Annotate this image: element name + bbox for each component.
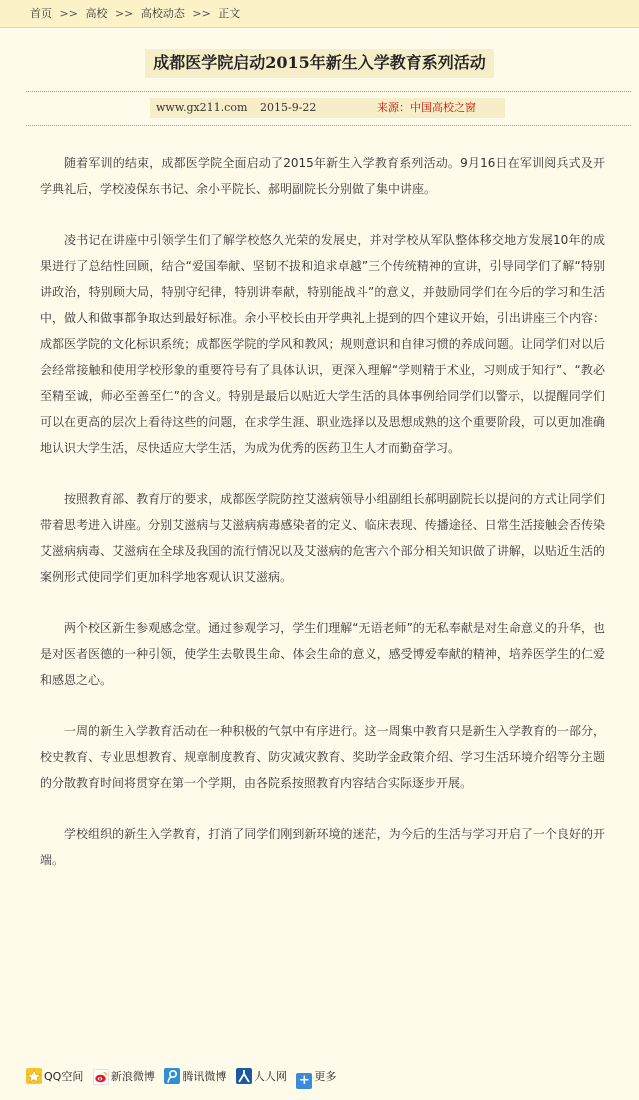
breadcrumb-current: 正文	[218, 7, 241, 20]
publish-date: 2015-9-22	[260, 101, 317, 114]
article-paragraph: 一周的新生入学教育活动在一种积极的气氛中有序进行。这一周集中教育只是新生入学教育的一部分，校史教育、专业思想教育、规章制度教育、防灾减灾教育、奖助学金政策介绍、学习生活环境介绍等分主题的分散教育时间将贯穿在第一个学期，由各院系按照教育内容结合实际逐步开展。	[40, 724, 605, 790]
share-qzone-button[interactable]	[26, 1067, 83, 1087]
breadcrumb	[0, 0, 639, 28]
divider	[26, 91, 631, 92]
share-bar	[26, 1067, 342, 1087]
article-paragraph: 两个校区新生参观感念堂。通过参观学习，学生们理解“无语老师”的无私奉献是对生命意义的升华，也是对医者医德的一种引领，使学生去敬畏生命、体会生命的意义，感受博爱奉献的精神，培养医学生的仁爱和感恩之心。	[40, 621, 605, 687]
share-more-button[interactable]	[296, 1067, 336, 1089]
article-meta	[150, 98, 505, 118]
share-renren-label: 人人网	[253, 1070, 287, 1083]
article-paragraph: 凌书记在讲座中引领学生们了解学校悠久光荣的发展史，并对学校从军队整体移交地方发展10年的成果进行了总结性回顾，结合“爱国奉献、坚韧不拔和追求卓越”三个传统精神的宣讲，引导同学们了解“特别讲政治，特别顾大局，特别守纪律，特别讲奉献，特别能战斗”的意义，并鼓励同学们在今后的学习和生活中，做人和做事都争取达到最好标准。余小平校长由开学典礼上提到的四个建议开始，引出讲座三个内容：成都医学院的文化标识系统；成都医学院的学风和教风；规则意识和自律习惯的养成问题。让同学们对以后会经常接触和使用学校形象的重要符号有了具体认识，更深入理解“学则精于术业，习则成于知行”、“教必至精至诚，师必至善至仁”的含义。特别是最后以贴近大学生活的具体事例给同学们以警示，以提醒同学们可以在更高的层次上看待这些的问题，在求学生涯、职业选择以及思想成熟的这个重要阶段，可以更加准确地认识大学生活，尽快适应大学生活，为成为优秀的医药卫生人才而勤奋学习。	[40, 233, 605, 455]
breadcrumb-separator: >>	[192, 7, 211, 20]
article-body	[40, 150, 605, 898]
share-weibo-button[interactable]	[93, 1067, 155, 1087]
share-renren-button[interactable]	[236, 1067, 287, 1087]
share-weibo-label: 新浪微博	[110, 1070, 155, 1083]
divider	[26, 125, 631, 126]
article-source: 来源：中国高校之窗	[377, 101, 476, 114]
article-paragraph: 学校组织的新生入学教育，打消了同学们刚到新环境的迷茫，为今后的生活与学习开启了一个良好的开端。	[40, 827, 605, 867]
breadcrumb-home-link[interactable]: 首页	[30, 7, 52, 20]
article-title: 成都医学院启动2015年新生入学教育系列活动	[145, 49, 494, 78]
site-url: www.gx211.com	[156, 101, 248, 114]
tencent-weibo-icon	[164, 1068, 180, 1084]
article-paragraph: 按照教育部、教育厅的要求，成都医学院防控艾滋病领导小组副组长郝明副院长以提问的方式让同学们带着思考进入讲座。分别艾滋病与艾滋病病毒感染者的定义、临床表现、传播途径、日常生活接触会否传染艾滋病病毒、艾滋病在全球及我国的流行情况以及艾滋病的危害六个部分相关知识做了讲解，以贴近生活的案例形式使同学们更加科学地客观认识艾滋病。	[40, 492, 605, 584]
breadcrumb-college-link[interactable]: 高校	[85, 7, 108, 20]
weibo-icon	[93, 1069, 109, 1085]
more-icon: +	[296, 1073, 312, 1089]
renren-icon	[236, 1068, 252, 1084]
breadcrumb-separator: >>	[114, 7, 134, 20]
article-paragraph: 随着军训的结束，成都医学院全面启动了2015年新生入学教育系列活动。9月16日在军训阅兵式及开学典礼后，学校凌保东书记、余小平院长、郝明副院长分别做了集中讲座。	[40, 156, 605, 196]
share-qzone-label: QQ空间	[44, 1070, 84, 1083]
title-container	[0, 49, 639, 78]
qzone-icon	[26, 1068, 42, 1084]
breadcrumb-news-link[interactable]: 高校动态	[140, 7, 185, 20]
share-tencent-weibo-label: 腾讯微博	[182, 1070, 227, 1083]
breadcrumb-separator: >>	[59, 7, 78, 20]
share-tencent-weibo-button[interactable]	[164, 1067, 226, 1087]
share-more-label: 更多	[314, 1070, 337, 1083]
